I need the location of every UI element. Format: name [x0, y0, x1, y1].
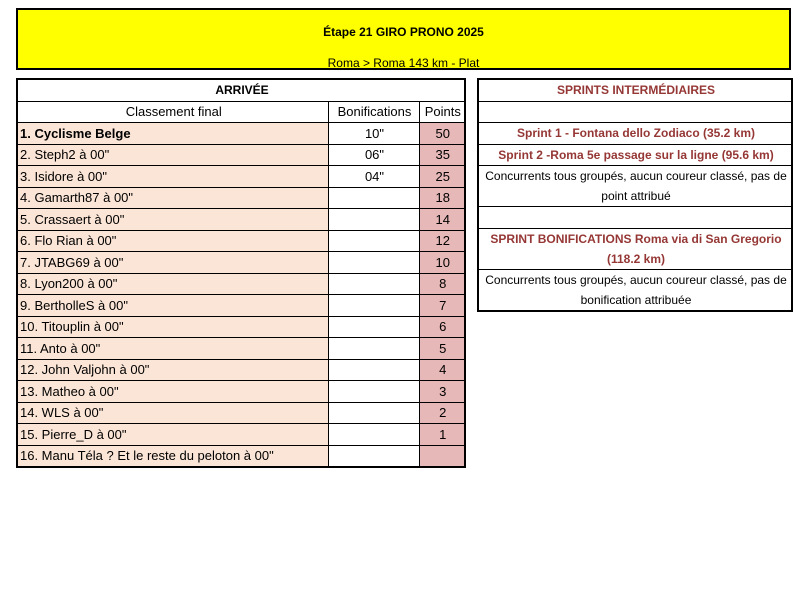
rider-name: 4. Gamarth87 à 00" [17, 187, 328, 209]
stage-title: Étape 21 GIRO PRONO 2025 [323, 25, 484, 39]
stage-header [16, 8, 791, 70]
column-header-points: Points [419, 101, 465, 123]
rider-name: 10. Titouplin à 00" [17, 316, 328, 338]
bonus-cell [328, 295, 419, 317]
points-cell: 2 [419, 402, 465, 424]
rider-name: 13. Matheo à 00" [17, 381, 328, 403]
points-cell: 4 [419, 359, 465, 381]
bonus-cell [328, 445, 419, 467]
bonus-sprint-label: SPRINT BONIFICATIONS Roma via di San Gregorio (118.2 km) [478, 228, 792, 269]
table-row [17, 209, 465, 231]
sprints-table [477, 78, 793, 312]
points-cell: 1 [419, 424, 465, 446]
table-row [17, 187, 465, 209]
rider-name: 5. Crassaert à 00" [17, 209, 328, 231]
bonus-cell [328, 209, 419, 231]
rider-name: 9. BertholleS à 00" [17, 295, 328, 317]
points-cell: 7 [419, 295, 465, 317]
rider-name: 1. Cyclisme Belge [17, 123, 328, 145]
points-cell: 14 [419, 209, 465, 231]
table-row [17, 166, 465, 188]
column-header-ranking: Classement final [17, 101, 328, 123]
table-row [17, 230, 465, 252]
stage-subtitle: Roma > Roma 143 km - Plat [327, 56, 480, 70]
bonus-cell [328, 230, 419, 252]
blank-row [478, 101, 792, 123]
bonus-cell [328, 402, 419, 424]
rider-name: 3. Isidore à 00" [17, 166, 328, 188]
bonus-cell: 04" [328, 166, 419, 188]
points-cell: 18 [419, 187, 465, 209]
rider-name: 7. JTABG69 à 00" [17, 252, 328, 274]
table-row [17, 424, 465, 446]
bonus-sprint-note: Concurrents tous groupés, aucun coureur classé, pas de bonification attribuée [478, 269, 792, 311]
rider-name: 16. Manu Téla ? Et le reste du peloton à 00" [17, 445, 328, 467]
bonus-cell [328, 187, 419, 209]
bonus-cell [328, 252, 419, 274]
blank-row [478, 207, 792, 229]
bonus-cell [328, 359, 419, 381]
points-cell: 50 [419, 123, 465, 145]
arrival-section-title: ARRIVÉE [17, 79, 465, 101]
table-row [17, 402, 465, 424]
rider-name: 2. Steph2 à 00" [17, 144, 328, 166]
rider-name: 15. Pierre_D à 00" [17, 424, 328, 446]
bonus-cell: 06" [328, 144, 419, 166]
table-row [17, 445, 465, 467]
table-row [17, 144, 465, 166]
table-row [17, 252, 465, 274]
rider-name: 8. Lyon200 à 00" [17, 273, 328, 295]
points-cell: 12 [419, 230, 465, 252]
rider-name: 11. Anto à 00" [17, 338, 328, 360]
column-header-bonus: Bonifications [328, 101, 419, 123]
table-row [17, 381, 465, 403]
results-table [16, 78, 466, 468]
rider-name: 14. WLS à 00" [17, 402, 328, 424]
sprint-2-label: Sprint 2 -Roma 5e passage sur la ligne (95.6 km) [478, 144, 792, 166]
bonus-cell [328, 381, 419, 403]
table-row [17, 123, 465, 145]
table-row [17, 359, 465, 381]
points-cell: 10 [419, 252, 465, 274]
table-row [17, 338, 465, 360]
bonus-cell [328, 338, 419, 360]
table-row [17, 295, 465, 317]
points-cell: 35 [419, 144, 465, 166]
points-cell: 3 [419, 381, 465, 403]
table-row [17, 273, 465, 295]
bonus-cell: 10" [328, 123, 419, 145]
bonus-cell [328, 273, 419, 295]
rider-name: 6. Flo Rian à 00" [17, 230, 328, 252]
points-cell: 8 [419, 273, 465, 295]
points-cell: 6 [419, 316, 465, 338]
sprint-1-label: Sprint 1 - Fontana dello Zodiaco (35.2 km) [478, 123, 792, 145]
points-cell: 5 [419, 338, 465, 360]
points-cell: 25 [419, 166, 465, 188]
table-row [17, 316, 465, 338]
points-cell [419, 445, 465, 467]
bonus-cell [328, 424, 419, 446]
sprint-note: Concurrents tous groupés, aucun coureur classé, pas de point attribué [478, 166, 792, 207]
sprints-section-title: SPRINTS INTERMÉDIAIRES [478, 79, 792, 101]
bonus-cell [328, 316, 419, 338]
rider-name: 12. John Valjohn à 00" [17, 359, 328, 381]
